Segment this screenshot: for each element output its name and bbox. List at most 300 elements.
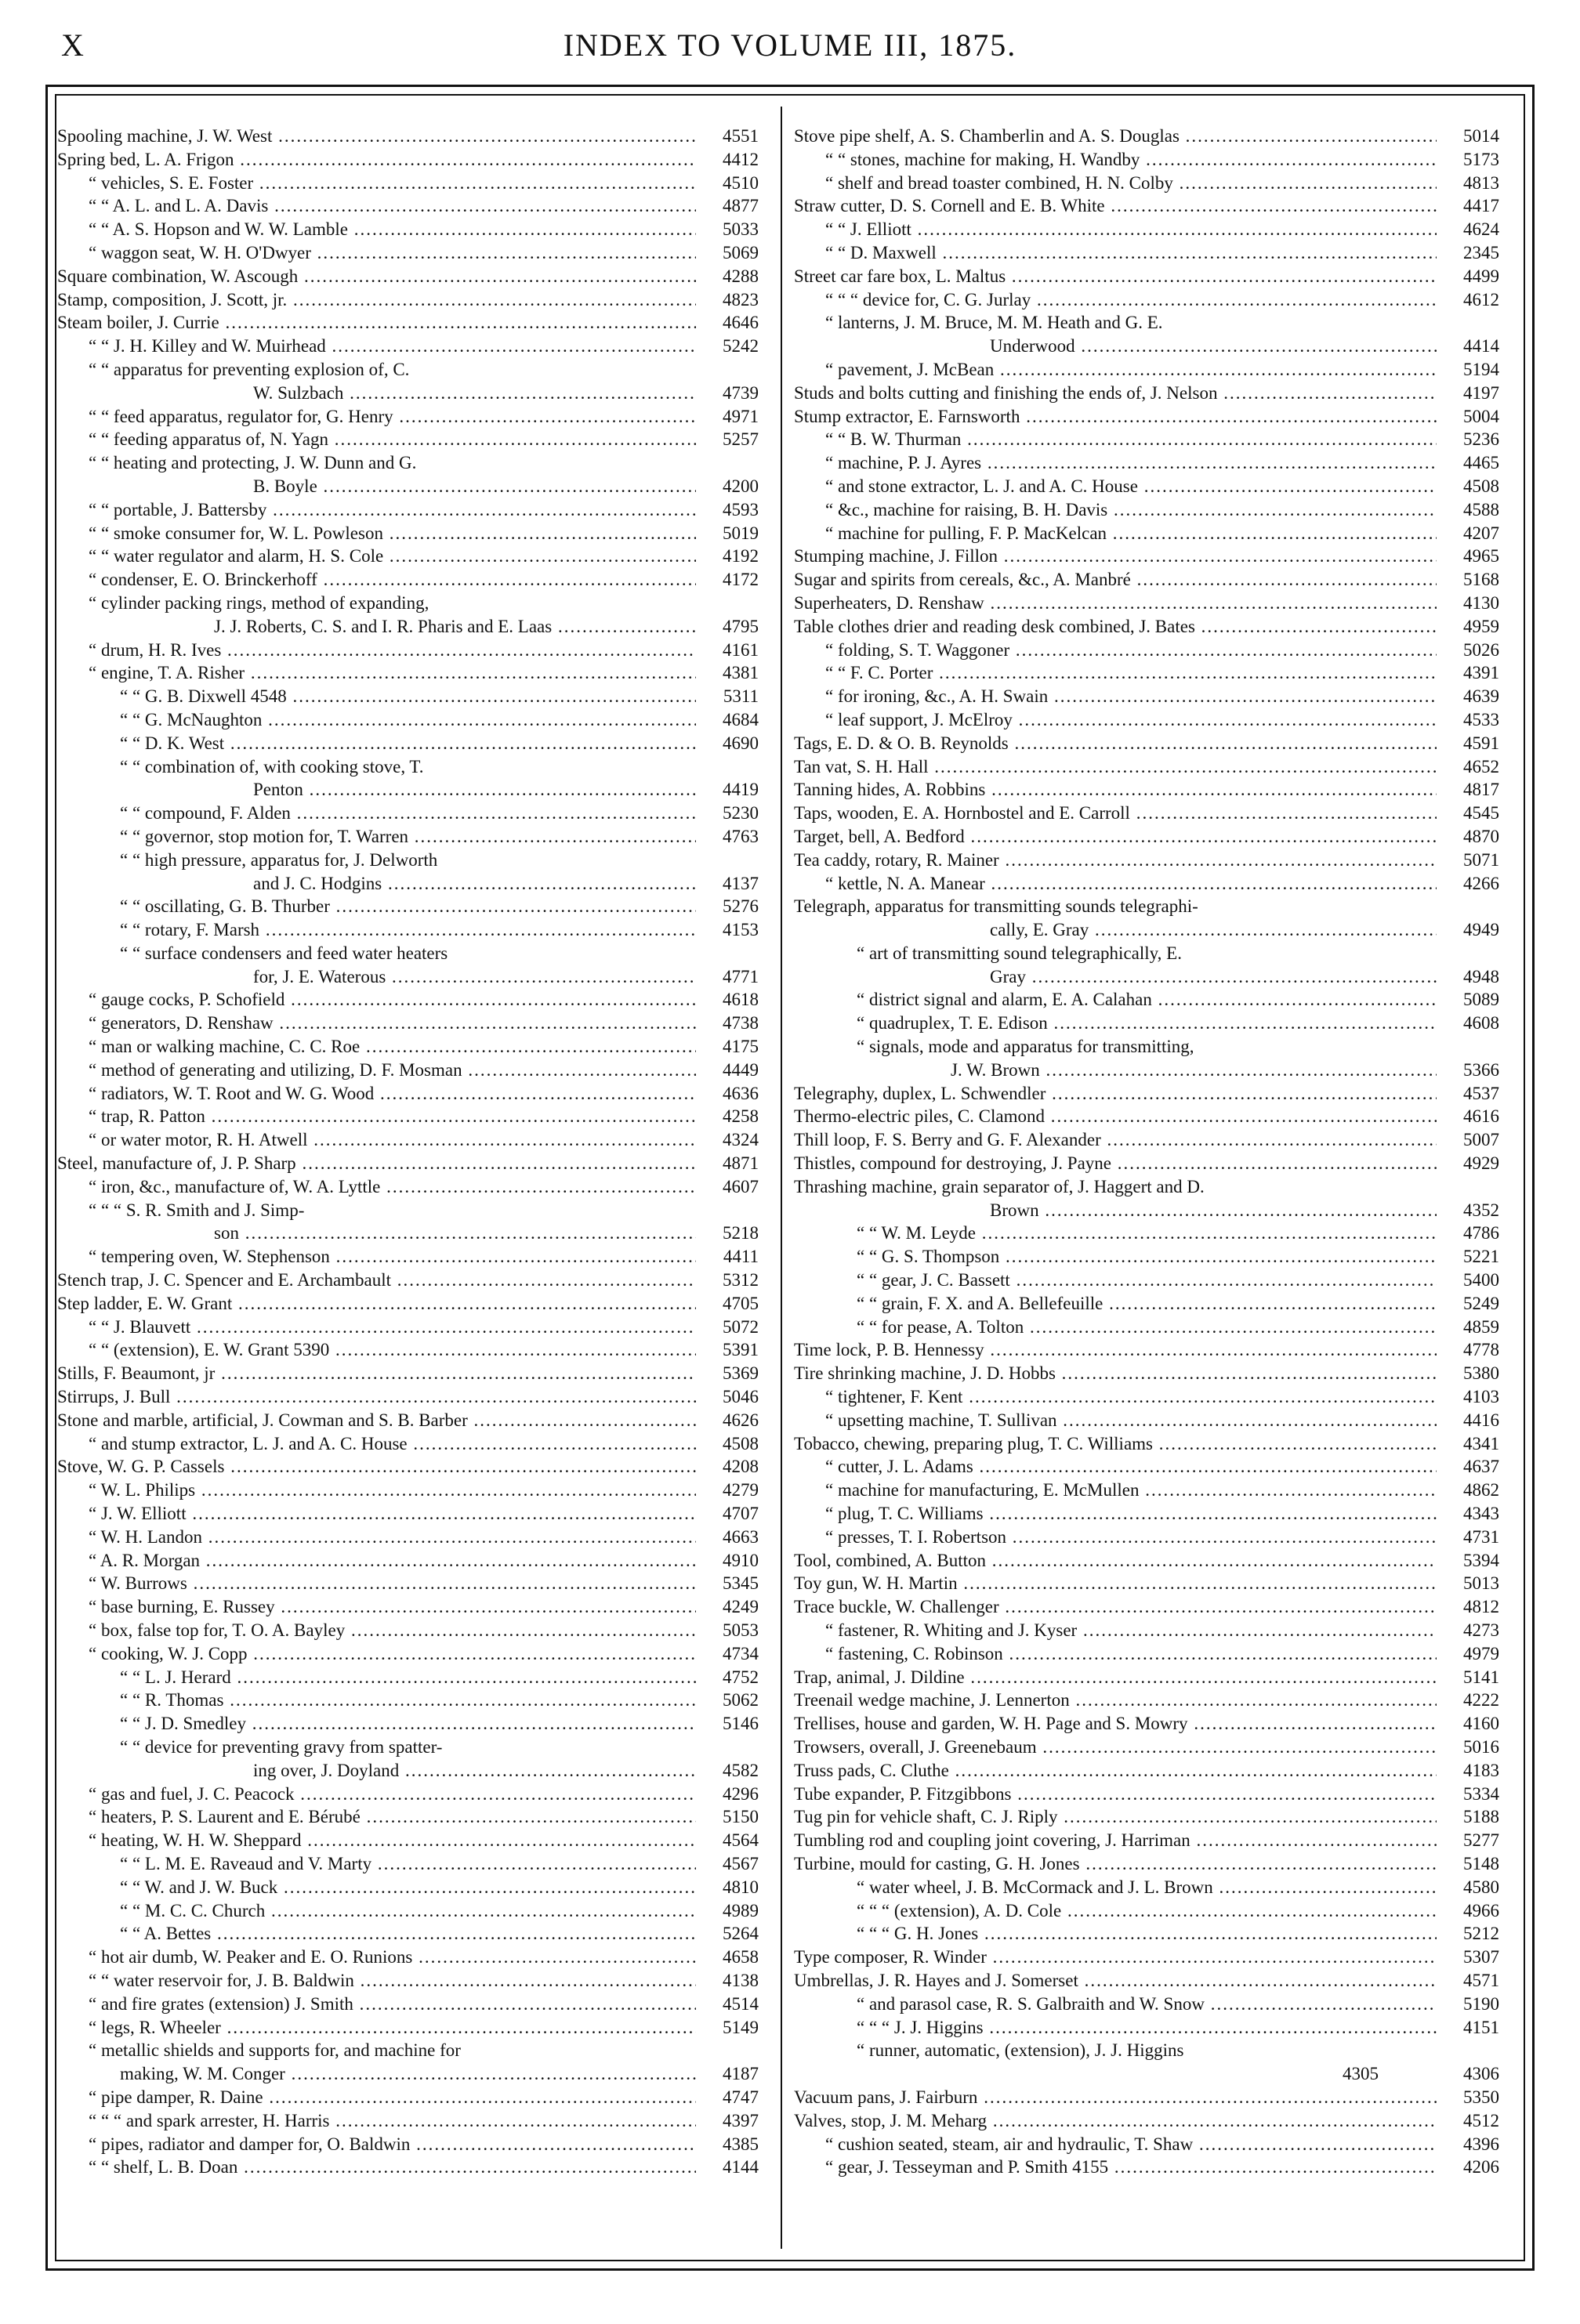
entry-text: “ quadruplex, T. E. Edison ..... — [794, 1012, 1437, 1035]
entry-number: 4508 — [699, 1432, 759, 1456]
index-entry — [794, 1595, 1499, 1619]
index-entry — [794, 1689, 1499, 1712]
entry-number: 4979 — [1440, 1642, 1499, 1666]
index-entry — [57, 2039, 759, 2062]
index-entry — [794, 1338, 1499, 1362]
index-entry — [57, 1316, 759, 1339]
index-entry — [794, 1128, 1499, 1152]
index-entry — [794, 1572, 1499, 1595]
entry-number: 5072 — [699, 1316, 759, 1339]
index-entry — [57, 1455, 759, 1479]
entry-number: 4151 — [1440, 2016, 1499, 2040]
entry-text: “ drum, H. R. Ives ..... — [57, 639, 696, 662]
entry-text: “ “ G. S. Thompson ..... — [794, 1245, 1437, 1269]
index-entry — [794, 545, 1499, 568]
entry-text: “ “ heating and protecting, J. W. Dunn and G. — [89, 453, 417, 473]
index-entry — [794, 778, 1499, 802]
index-entry — [57, 1852, 759, 1876]
index-column-right — [794, 125, 1499, 2179]
index-entry — [57, 1012, 759, 1035]
index-entry — [57, 1572, 759, 1595]
entry-text: “ “ stones, machine for making, H. Wandby ..... — [794, 148, 1437, 172]
index-column-left — [57, 125, 759, 2179]
entry-number: 5141 — [1440, 1666, 1499, 1689]
index-entry — [57, 1362, 759, 1385]
entry-number: 5366 — [1440, 1059, 1499, 1082]
index-entry — [57, 1922, 759, 1946]
index-entry — [794, 1642, 1499, 1666]
entry-number: 4197 — [1440, 382, 1499, 405]
index-entry — [794, 1526, 1499, 1549]
index-entry — [794, 1829, 1499, 1852]
entry-number: 4705 — [699, 1292, 759, 1316]
index-entry — [57, 942, 759, 965]
index-entry — [794, 2109, 1499, 2133]
entry-number: 5312 — [699, 1269, 759, 1292]
entry-number: 4616 — [1440, 1105, 1499, 1128]
index-entry — [794, 405, 1499, 429]
entry-text: “ box, false top for, T. O. A. Bayley ..... — [57, 1619, 696, 1642]
index-entry — [57, 358, 759, 382]
entry-number: 4929 — [1440, 1152, 1499, 1175]
index-entry — [794, 1035, 1499, 1059]
entry-number: 4499 — [1440, 265, 1499, 288]
entry-number: 4949 — [1440, 918, 1499, 942]
index-entry — [57, 1876, 759, 1899]
entry-text: J. W. Brown ..... — [794, 1059, 1437, 1082]
entry-number: 4385 — [699, 2133, 759, 2156]
index-entry — [57, 1269, 759, 1292]
index-entry — [794, 988, 1499, 1012]
index-entry — [57, 615, 759, 639]
index-entry — [57, 1502, 759, 1526]
page-title: INDEX TO VOLUME III, 1875. — [563, 27, 1017, 63]
entry-number: 5148 — [1440, 1852, 1499, 1876]
index-entry — [57, 1526, 759, 1549]
index-entry — [57, 172, 759, 195]
entry-number: 5062 — [699, 1689, 759, 1712]
index-entry — [794, 2086, 1499, 2109]
entry-number: 4153 — [699, 918, 759, 942]
index-entry — [794, 661, 1499, 685]
entry-number: 5230 — [699, 802, 759, 825]
entry-text: Trace buckle, W. Challenger ..... — [794, 1595, 1437, 1619]
index-entry — [794, 1619, 1499, 1642]
index-entry — [57, 1642, 759, 1666]
entry-number: 4959 — [1440, 615, 1499, 639]
index-entry — [794, 1082, 1499, 1106]
entry-number: 4810 — [699, 1876, 759, 1899]
entry-number: 5276 — [699, 895, 759, 918]
index-entry — [57, 382, 759, 405]
entry-number: 4222 — [1440, 1689, 1499, 1712]
entry-text: “ pipe damper, R. Daine ..... — [57, 2086, 696, 2109]
entry-number: 5334 — [1440, 1783, 1499, 1806]
entry-text: “ cutter, J. L. Adams ..... — [794, 1455, 1437, 1479]
entry-number: 5149 — [699, 2016, 759, 2040]
entry-text: “ “ oscillating, G. B. Thurber ..... — [57, 895, 696, 918]
entry-number: 4870 — [1440, 825, 1499, 849]
entry-text: “ cooking, W. J. Copp ..... — [57, 1642, 696, 1666]
index-entry — [794, 288, 1499, 312]
entry-number: 5190 — [1440, 1993, 1499, 2016]
entry-number: 5016 — [1440, 1736, 1499, 1759]
entry-number: 4341 — [1440, 1432, 1499, 1456]
index-entry — [57, 2062, 759, 2086]
index-entry — [794, 522, 1499, 545]
entry-text: “ “ “ J. J. Higgins ..... — [794, 2016, 1437, 2040]
index-entry — [57, 2109, 759, 2133]
index-entry — [57, 988, 759, 1012]
entry-number: 4138 — [699, 1969, 759, 1993]
entry-text: Tire shrinking machine, J. D. Hobbs ..... — [794, 1362, 1437, 1385]
entry-text: “ runner, automatic, (extension), J. J. Higgins — [857, 2040, 1184, 2061]
entry-text: “ A. R. Morgan ..... — [57, 1549, 696, 1573]
index-entry — [794, 1899, 1499, 1923]
entry-text: “ man or walking machine, C. C. Roe ..... — [57, 1035, 696, 1059]
entry-text: “ cushion seated, steam, air and hydraulic, T. Shaw ..... — [794, 2133, 1437, 2156]
entry-text: ing over, J. Doyland ..... — [57, 1759, 696, 1783]
entry-text: “ “ A. Bettes ..... — [57, 1922, 696, 1946]
index-entry — [794, 241, 1499, 265]
entry-number: 4130 — [1440, 592, 1499, 615]
index-entry — [57, 265, 759, 288]
entry-text: Stove pipe shelf, A. S. Chamberlin and A. S. Douglas ..... — [794, 125, 1437, 148]
entry-text: “ district signal and alarm, E. A. Calahan ..... — [794, 988, 1437, 1012]
entry-text: Toy gun, W. H. Martin ..... — [794, 1572, 1437, 1595]
index-entry — [57, 545, 759, 568]
entry-text: “ “ W. M. Leyde ..... — [794, 1222, 1437, 1245]
entry-text: Taps, wooden, E. A. Hornbostel and E. Carroll ..... — [794, 802, 1437, 825]
entry-number: 4391 — [1440, 661, 1499, 685]
index-entry — [57, 1736, 759, 1759]
index-entry — [794, 2062, 1499, 2086]
entry-text: cally, E. Gray ..... — [794, 918, 1437, 942]
index-entry — [794, 148, 1499, 172]
index-entry — [794, 1385, 1499, 1409]
index-entry — [57, 1105, 759, 1128]
entry-number: 4646 — [699, 311, 759, 335]
entry-text: “ upsetting machine, T. Sullivan ..... — [794, 1409, 1437, 1432]
entry-text: “ “ rotary, F. Marsh ..... — [57, 918, 696, 942]
entry-number: 4707 — [699, 1502, 759, 1526]
column-divider — [781, 107, 782, 2249]
index-entry — [57, 1993, 759, 2016]
index-entry — [794, 942, 1499, 965]
entry-text: son ..... — [57, 1222, 696, 1245]
entry-text: Time lock, P. B. Hennessy ..... — [794, 1338, 1437, 1362]
entry-number: 4144 — [699, 2156, 759, 2179]
index-entry — [57, 498, 759, 522]
index-entry — [794, 1969, 1499, 1993]
entry-number: 4626 — [699, 1409, 759, 1432]
entry-text: Studs and bolts cutting and finishing the ends of, J. Nelson ..... — [794, 382, 1437, 405]
index-entry — [57, 1292, 759, 1316]
entry-number: 4567 — [699, 1852, 759, 1876]
entry-number: 4966 — [1440, 1899, 1499, 1923]
index-entry — [57, 592, 759, 615]
entry-number: 5033 — [699, 218, 759, 241]
entry-number: 4910 — [699, 1549, 759, 1573]
entry-number: 4417 — [1440, 194, 1499, 218]
entry-number: 4514 — [699, 1993, 759, 2016]
entry-number: 4564 — [699, 1829, 759, 1852]
index-entry — [57, 1059, 759, 1082]
entry-text: “ fastener, R. Whiting and J. Kyser ..... — [794, 1619, 1437, 1642]
entry-number: 4343 — [1440, 1502, 1499, 1526]
index-entry — [57, 1595, 759, 1619]
entry-text: Underwood ..... — [794, 335, 1437, 358]
entry-text: “ “ water regulator and alarm, H. S. Cole ..... — [57, 545, 696, 568]
index-entry — [57, 1805, 759, 1829]
entry-text: Stirrups, J. Bull ..... — [57, 1385, 696, 1409]
entry-text: Stump extractor, E. Farnsworth ..... — [794, 405, 1437, 429]
entry-number: 4296 — [699, 1783, 759, 1806]
entry-text: “ “ apparatus for preventing explosion of, C. — [89, 359, 410, 379]
index-entry — [57, 1829, 759, 1852]
entry-number: 4551 — [699, 125, 759, 148]
entry-text: “ “ portable, J. Battersby ..... — [57, 498, 696, 522]
entry-number: 4508 — [1440, 475, 1499, 498]
index-entry — [794, 335, 1499, 358]
index-entry — [794, 1012, 1499, 1035]
entry-text: Penton ..... — [57, 778, 696, 802]
entry-number: 4971 — [699, 405, 759, 429]
index-entry — [57, 2016, 759, 2040]
entry-number: 4192 — [699, 545, 759, 568]
index-entry — [794, 639, 1499, 662]
index-entry — [57, 1432, 759, 1456]
entry-text: “ plug, T. C. Williams ..... — [794, 1502, 1437, 1526]
index-entry — [794, 592, 1499, 615]
entry-number: 4200 — [699, 475, 759, 498]
entry-text: “ “ (extension), E. W. Grant 5390 ..... — [57, 1338, 696, 1362]
entry-number: 5046 — [699, 1385, 759, 1409]
entry-text: Telegraphy, duplex, L. Schwendler ..... — [794, 1082, 1437, 1106]
entry-text: “ tempering oven, W. Stephenson ..... — [57, 1245, 696, 1269]
index-entry — [794, 1059, 1499, 1082]
index-entry — [57, 872, 759, 896]
entry-text: “ “ “ (extension), A. D. Cole ..... — [794, 1899, 1437, 1923]
entry-text: “ metallic shields and supports for, and machine for — [89, 2040, 461, 2061]
entry-number: 4187 — [699, 2062, 759, 2086]
index-entry — [794, 708, 1499, 732]
entry-text: making, W. M. Conger ..... — [57, 2062, 696, 2086]
entry-text: “ “ D. Maxwell ..... — [794, 241, 1437, 265]
entry-text: “ “ combination of, with cooking stove, T. — [120, 756, 424, 776]
entry-number: 5146 — [699, 1712, 759, 1736]
entry-text: Thill loop, F. S. Berry and G. F. Alexander ..... — [794, 1128, 1437, 1152]
entry-text: “ “ B. W. Thurman ..... — [794, 428, 1437, 451]
entry-number: 5188 — [1440, 1805, 1499, 1829]
page-number: X — [61, 27, 85, 63]
entry-text: “ “ feed apparatus, regulator for, G. Henry ..... — [57, 405, 696, 429]
entry-text: “ “ G. McNaughton ..... — [57, 708, 696, 732]
entry-number: 4396 — [1440, 2133, 1499, 2156]
entry-text: Spooling machine, J. W. West ..... — [57, 125, 696, 148]
entry-text: “ “ J. D. Smedley ..... — [57, 1712, 696, 1736]
entry-text: “ “ J. Elliott ..... — [794, 218, 1437, 241]
index-entry — [57, 1035, 759, 1059]
entry-text: “ kettle, N. A. Manear ..... — [794, 872, 1437, 896]
entry-number: 4249 — [699, 1595, 759, 1619]
entry-number: 4658 — [699, 1946, 759, 1969]
entry-text: “ radiators, W. T. Root and W. G. Wood ..... — [57, 1082, 696, 1106]
entry-text: “ and fire grates (extension) J. Smith ..... — [57, 1993, 696, 2016]
entry-number: 5350 — [1440, 2086, 1499, 2109]
entry-text: “ waggon seat, W. H. O'Dwyer ..... — [57, 241, 696, 265]
entry-number: 4591 — [1440, 732, 1499, 755]
entry-text: “ hot air dumb, W. Peaker and E. O. Runions ..... — [57, 1946, 696, 1969]
entry-text: “ “ A. L. and L. A. Davis ..... — [57, 194, 696, 218]
index-entry — [794, 965, 1499, 989]
entry-number: 5212 — [1440, 1922, 1499, 1946]
entry-text: “ W. H. Landon ..... — [57, 1526, 696, 1549]
entry-number: 5150 — [699, 1805, 759, 1829]
entry-number: 4739 — [699, 382, 759, 405]
entry-text: “ “ M. C. C. Church ..... — [57, 1899, 696, 1923]
index-entry — [57, 1712, 759, 1736]
entry-text: “ heating, W. H. W. Sheppard ..... — [57, 1829, 696, 1852]
entry-text: Trowsers, overall, J. Greenebaum ..... — [794, 1736, 1437, 1759]
index-entry — [794, 1222, 1499, 1245]
entry-number: 4207 — [1440, 522, 1499, 545]
entry-text: “ “ surface condensers and feed water heaters — [120, 943, 448, 963]
index-entry — [794, 1269, 1499, 1292]
index-entry — [57, 405, 759, 429]
entry-number: 4607 — [699, 1175, 759, 1199]
entry-number: 4731 — [1440, 1526, 1499, 1549]
entry-number: 5311 — [699, 685, 759, 708]
index-entry — [794, 475, 1499, 498]
entry-text: “ “ “ and spark arrester, H. Harris ..... — [57, 2109, 696, 2133]
entry-number: 4580 — [1440, 1876, 1499, 1899]
index-entry — [57, 965, 759, 989]
entry-text: Stumping machine, J. Fillon ..... — [794, 545, 1437, 568]
index-entry — [794, 1876, 1499, 1899]
index-entry — [794, 1759, 1499, 1783]
entry-number: 5173 — [1440, 148, 1499, 172]
index-entry — [57, 475, 759, 498]
entry-number: 4381 — [699, 661, 759, 685]
entry-text: for, J. E. Waterous ..... — [57, 965, 696, 989]
index-entry — [794, 1993, 1499, 2016]
entry-number: 4823 — [699, 288, 759, 312]
index-entry — [57, 1175, 759, 1199]
entry-number: 4258 — [699, 1105, 759, 1128]
entry-number: 4411 — [699, 1245, 759, 1269]
entry-number: 4593 — [699, 498, 759, 522]
entry-number: 5307 — [1440, 1946, 1499, 1969]
index-entry — [57, 2086, 759, 2109]
entry-text: Type composer, R. Winder ..... — [794, 1946, 1437, 1969]
entry-number: 4786 — [1440, 1222, 1499, 1245]
index-entry — [57, 1946, 759, 1969]
entry-number: 5345 — [699, 1572, 759, 1595]
entry-text: “ engine, T. A. Risher ..... — [57, 661, 696, 685]
entry-number: 4588 — [1440, 498, 1499, 522]
entry-text: “ W. L. Philips ..... — [57, 1479, 696, 1502]
entry-text: “ “ “ G. H. Jones ..... — [794, 1922, 1437, 1946]
entry-text: Sugar and spirits from cereals, &c., A. Manbré ..... — [794, 568, 1437, 592]
index-entry — [57, 335, 759, 358]
entry-text: Straw cutter, D. S. Cornell and E. B. White ..... — [794, 194, 1437, 218]
entry-number: 5053 — [699, 1619, 759, 1642]
index-entry — [794, 732, 1499, 755]
entry-text: “ and parasol case, R. S. Galbraith and W. Snow ..... — [794, 1993, 1437, 2016]
entry-text: “ “ J. H. Killey and W. Muirhead ..... — [57, 335, 696, 358]
entry-text: “ vehicles, S. E. Foster ..... — [57, 172, 696, 195]
entry-number: 5218 — [699, 1222, 759, 1245]
entry-text: “ J. W. Elliott ..... — [57, 1502, 696, 1526]
entry-number: 4183 — [1440, 1759, 1499, 1783]
entry-text: “ machine, P. J. Ayres ..... — [794, 451, 1437, 475]
entry-number: 5249 — [1440, 1292, 1499, 1316]
entry-text: Stills, F. Beaumont, jr ..... — [57, 1362, 696, 1385]
entry-text: Tool, combined, A. Button ..... — [794, 1549, 1437, 1573]
index-entry — [794, 1666, 1499, 1689]
index-entry — [57, 778, 759, 802]
entry-number: 4465 — [1440, 451, 1499, 475]
entry-number: 5019 — [699, 522, 759, 545]
index-entry — [794, 2016, 1499, 2040]
entry-number: 5026 — [1440, 639, 1499, 662]
entry-text: Gray ..... — [794, 965, 1437, 989]
entry-text: Tags, E. D. & O. B. Reynolds ..... — [794, 732, 1437, 755]
index-entry — [794, 1362, 1499, 1385]
entry-text: Truss pads, C. Cluthe ..... — [794, 1759, 1437, 1783]
entry-text: “ pavement, J. McBean ..... — [794, 358, 1437, 382]
entry-text: Superheaters, D. Renshaw ..... — [794, 592, 1437, 615]
entry-text: “ “ L. J. Herard ..... — [57, 1666, 696, 1689]
index-entry — [57, 1245, 759, 1269]
index-entry — [794, 1805, 1499, 1829]
index-entry — [57, 1385, 759, 1409]
entry-text: “ generators, D. Renshaw ..... — [57, 1012, 696, 1035]
entry-number: 4608 — [1440, 1012, 1499, 1035]
entry-text: “ “ G. B. Dixwell 4548 ..... — [57, 685, 696, 708]
entry-number: 4416 — [1440, 1409, 1499, 1432]
entry-text: Spring bed, L. A. Frigon ..... — [57, 148, 696, 172]
entry-number: 5007 — [1440, 1128, 1499, 1152]
entry-number: 4175 — [699, 1035, 759, 1059]
entry-number: 4279 — [699, 1479, 759, 1502]
index-entry — [57, 568, 759, 592]
entry-number: 5069 — [699, 241, 759, 265]
index-entry — [57, 1082, 759, 1106]
entry-number: 5257 — [699, 428, 759, 451]
entry-text: “ lanterns, J. M. Bruce, M. M. Heath and G. E. — [825, 313, 1163, 333]
index-entry — [57, 849, 759, 872]
entry-number: 4812 — [1440, 1595, 1499, 1619]
entry-text: Telegraph, apparatus for transmitting sounds telegraphi- — [794, 896, 1198, 917]
entry-number: 4639 — [1440, 685, 1499, 708]
index-entry — [794, 685, 1499, 708]
entry-number: 4208 — [699, 1455, 759, 1479]
entry-text: “ “ device for preventing gravy from spatter- — [120, 1736, 443, 1757]
entry-text: “ “ smoke consumer for, W. L. Powleson ..... — [57, 522, 696, 545]
index-entry — [794, 895, 1499, 918]
entry-text: “ “ “ device for, C. G. Jurlay ..... — [794, 288, 1437, 312]
entry-text: “ “ high pressure, apparatus for, J. Delworth — [120, 849, 438, 870]
entry-text: “ heaters, P. S. Laurent and E. Bérubé ..... — [57, 1805, 696, 1829]
index-entry — [57, 428, 759, 451]
entry-text: “ condenser, E. O. Brinckerhoff ..... — [57, 568, 696, 592]
entry-text: “ machine for manufacturing, E. McMullen ..... — [794, 1479, 1437, 1502]
entry-text: “ legs, R. Wheeler ..... — [57, 2016, 696, 2040]
entry-text: Square combination, W. Ascough ..... — [57, 265, 696, 288]
entry-text: “ art of transmitting sound telegraphically, E. — [857, 943, 1182, 963]
